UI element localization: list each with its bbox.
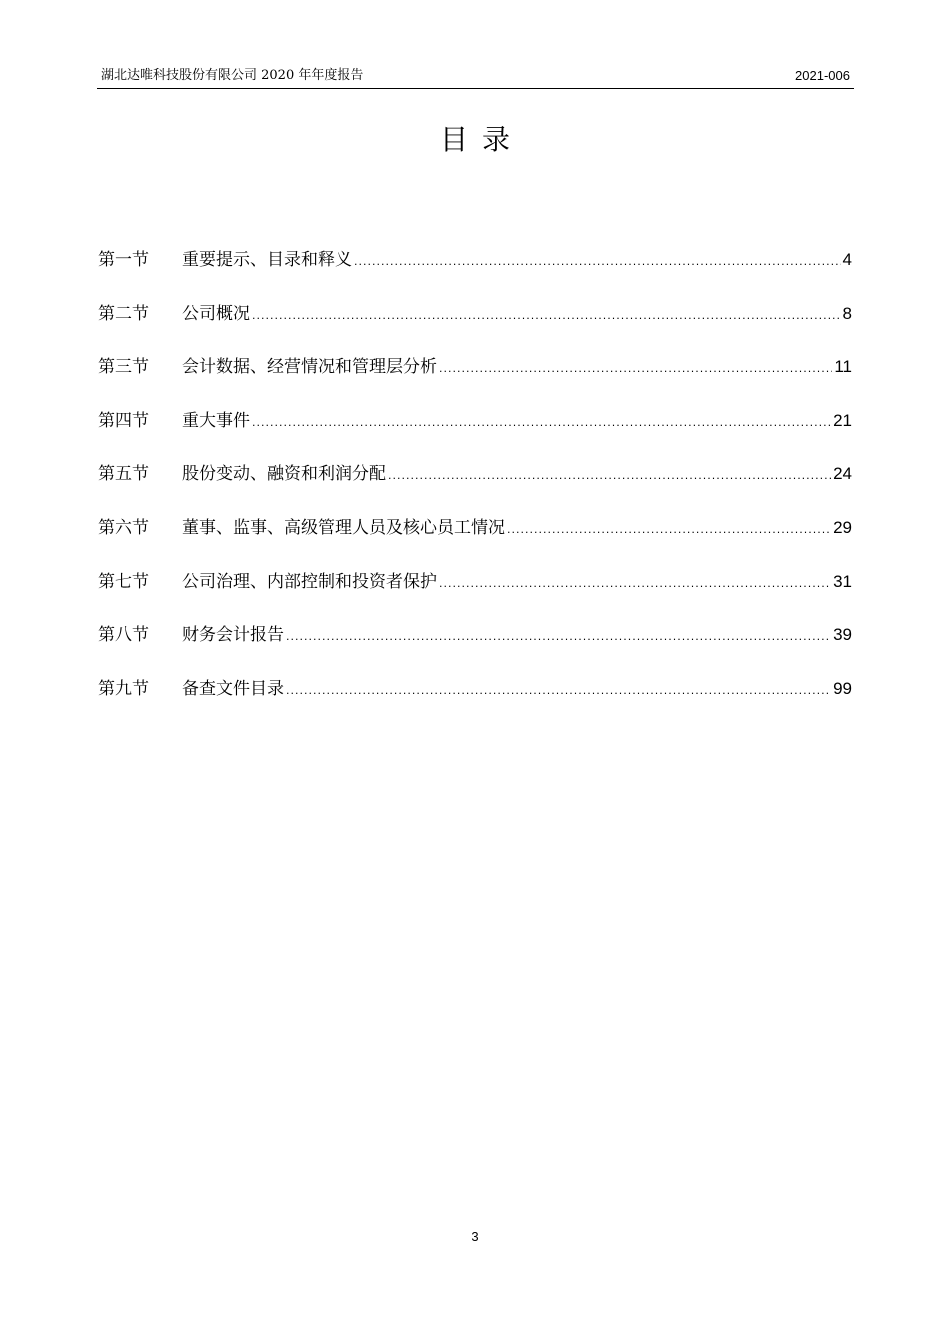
page-header: [97, 66, 854, 89]
toc-page-number: 21: [833, 410, 852, 430]
toc-entry-1[interactable]: [98, 246, 852, 300]
toc-page-number: 29: [833, 517, 852, 537]
toc-entry-3[interactable]: [98, 353, 852, 407]
toc-entry-8[interactable]: [98, 621, 852, 675]
toc-dot-leader: [439, 570, 831, 598]
toc-heading: 股份变动、融资和利润分配: [182, 464, 386, 485]
toc-dot-leader: [388, 462, 831, 490]
header-report-code: 2021-006: [795, 68, 850, 83]
toc-heading: 公司治理、内部控制和投资者保护: [182, 571, 437, 592]
toc-section-label: 第一节: [98, 250, 149, 270]
toc-section-label: 第八节: [98, 625, 149, 646]
toc-page-number: 4: [842, 250, 852, 269]
toc-entry-7[interactable]: [98, 568, 852, 622]
toc-heading: 重要提示、目录和释义: [182, 250, 352, 270]
toc-section-label: 第二节: [98, 303, 149, 324]
toc-page-number: 99: [833, 678, 852, 698]
page-title: 目录: [439, 123, 524, 156]
toc-dot-leader: [286, 623, 831, 651]
toc-entry-4[interactable]: [98, 407, 852, 461]
page-number: 3: [471, 1229, 479, 1244]
toc-heading: 董事、监事、高级管理人员及核心员工情况: [182, 517, 505, 538]
toc-page-number: 8: [842, 303, 852, 323]
toc-dot-leader: [439, 355, 832, 383]
toc-section-label: 第三节: [98, 357, 149, 378]
toc-entry-5[interactable]: [98, 460, 852, 514]
toc-dot-leader: [252, 302, 841, 330]
table-of-contents: [98, 246, 852, 728]
toc-section-label: 第九节: [98, 678, 149, 699]
toc-heading: 公司概况: [182, 303, 250, 324]
toc-entry-9[interactable]: [98, 675, 852, 729]
toc-dot-leader: [252, 409, 831, 437]
toc-dot-leader: [507, 516, 831, 544]
toc-heading: 会计数据、经营情况和管理层分析: [182, 357, 437, 378]
toc-entry-6[interactable]: [98, 514, 852, 568]
toc-entry-2[interactable]: [98, 300, 852, 354]
toc-dot-leader: [354, 248, 841, 276]
toc-page-number: 24: [833, 464, 852, 484]
toc-heading: 备查文件目录: [182, 678, 284, 699]
toc-section-label: 第六节: [98, 517, 149, 538]
toc-section-label: 第五节: [98, 464, 149, 485]
toc-page-number: 39: [833, 625, 852, 645]
toc-page-number: 11: [834, 357, 852, 377]
toc-section-label: 第七节: [98, 571, 149, 592]
toc-heading: 重大事件: [182, 410, 250, 431]
toc-section-label: 第四节: [98, 410, 149, 431]
toc-page-number: 31: [833, 571, 852, 591]
toc-dot-leader: [286, 677, 831, 705]
toc-heading: 财务会计报告: [182, 625, 284, 646]
header-company-report: 湖北达唯科技股份有限公司 2020 年年度报告: [101, 68, 364, 83]
